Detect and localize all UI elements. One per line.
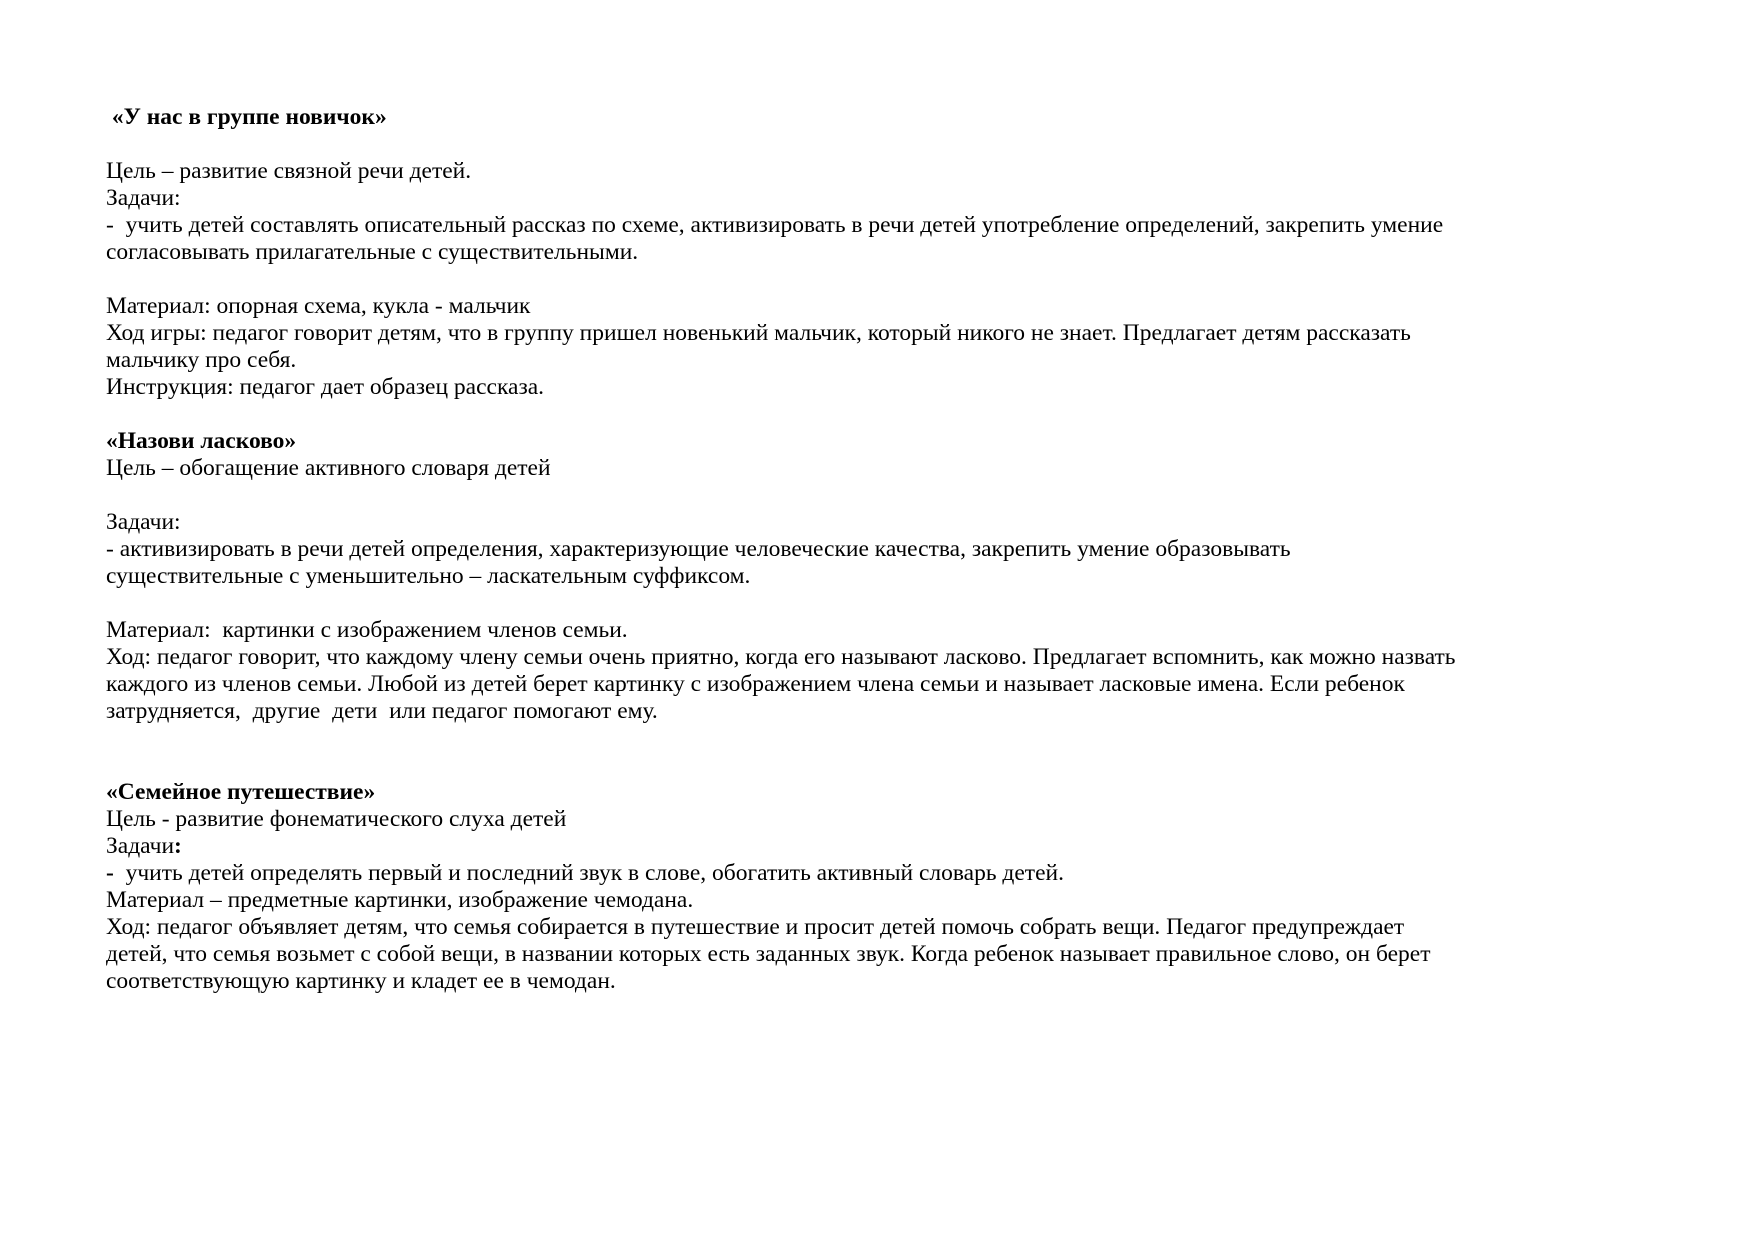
- paragraph: Задачи:: [106, 509, 181, 535]
- paragraph: Задачи:: [106, 185, 181, 211]
- paragraph: Ход: педагог объявляет детям, что семья собирается в путешествие и просит детей помочь собрать вещи. Педагог предупреждает детей, что семья возьмет с собой вещи, в названии которых есть заданных звук. Когда ребенок называет правильное слово, он берет соответствующую картинку и кладет ее в чемодан.: [106, 914, 1437, 994]
- paragraph: Ход игры: педагог говорит детям, что в группу пришел новенький мальчик, который никого не знает. Предлагает детям рассказать мальчику про себя.: [106, 320, 1417, 373]
- paragraph: - активизировать в речи детей определения, характеризующие человеческие качества, закрепить умение образовывать существительные с уменьшительно – ласкательным суффиксом.: [106, 536, 1297, 589]
- blank-line: [106, 482, 1462, 509]
- paragraph: Инструкция: педагог дает образец рассказа.: [106, 374, 545, 400]
- section-title: «У нас в группе новичок»: [106, 104, 387, 130]
- paragraph: Ход: педагог говорит, что каждому члену семьи очень приятно, когда его называют ласково. Предлагает вспомнить, как можно назвать каждого из членов семьи. Любой из детей берет картинку с изображением члена семьи и называет ласковые имена. Если ребенок затрудняется, другие дети или педагог помогают ему.: [106, 644, 1462, 724]
- paragraph: Материал: опорная схема, кукла - мальчик: [106, 293, 531, 319]
- section-title: «Назови ласково»: [106, 428, 297, 454]
- blank-line: [106, 725, 1462, 752]
- section-title: «Семейное путешествие»: [106, 779, 376, 805]
- document-body: [106, 104, 1462, 995]
- blank-line: [106, 752, 1462, 779]
- paragraph: Цель - развитие фонематического слуха детей: [106, 806, 567, 832]
- paragraph: - учить детей составлять описательный рассказ по схеме, активизировать в речи детей употребление определений, закрепить умение согласовывать прилагательные с существительными.: [106, 212, 1450, 265]
- blank-line: [106, 266, 1462, 293]
- paragraph: Материал: картинки с изображением членов семьи.: [106, 617, 628, 643]
- blank-line: [106, 131, 1462, 158]
- paragraph: Цель – обогащение активного словаря детей: [106, 455, 551, 481]
- paragraph: Цель – развитие связной речи детей.: [106, 158, 472, 184]
- blank-line: [106, 590, 1462, 617]
- paragraph: Материал – предметные картинки, изображение чемодана.: [106, 887, 694, 913]
- blank-line: [106, 401, 1462, 428]
- paragraph: Задачи:: [106, 833, 182, 859]
- paragraph: - учить детей определять первый и последний звук в слове, обогатить активный словарь детей.: [106, 860, 1064, 886]
